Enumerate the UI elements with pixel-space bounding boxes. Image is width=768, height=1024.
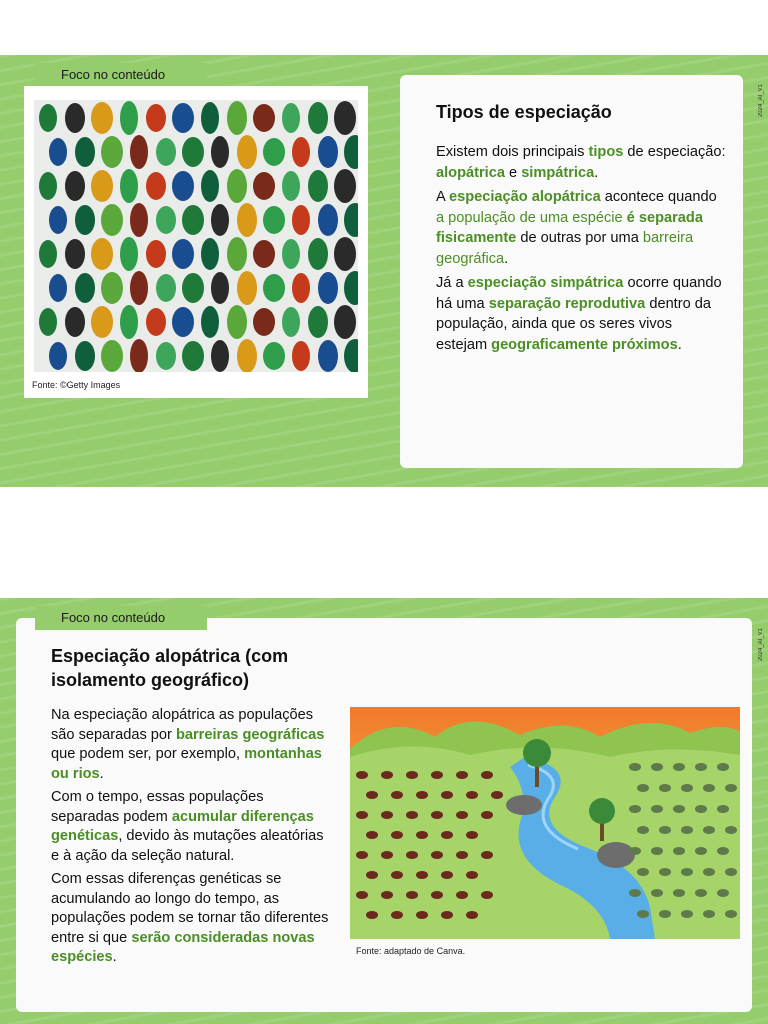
beetle (308, 170, 328, 202)
beetle (182, 273, 204, 303)
beetle (120, 237, 138, 271)
insect (725, 868, 737, 876)
beetle (120, 305, 138, 339)
insect (456, 811, 468, 819)
insect (356, 891, 368, 899)
insect (466, 871, 478, 879)
beetle (91, 170, 113, 202)
photo-caption: Fonte: ©Getty Images (32, 380, 121, 390)
insect (441, 791, 453, 799)
beetle (237, 339, 257, 372)
insect (466, 911, 478, 919)
beetle (146, 172, 166, 200)
insect (725, 910, 737, 918)
insect (695, 763, 707, 771)
beetle (282, 171, 300, 201)
insect (481, 811, 493, 819)
slide2-paragraph-1: Na especiação alopátrica as populações são separadas por barreiras geográficas que podem ser, por exemplo, montanhas ou rios. (51, 707, 325, 782)
beetle (182, 341, 204, 371)
beetle (130, 271, 148, 305)
insect (651, 889, 663, 897)
insect (717, 889, 729, 897)
insect (629, 847, 641, 855)
beetle (146, 308, 166, 336)
beetle (146, 104, 166, 132)
slide2-paragraph-3: Com essas diferenças genéticas se acumulando ao longo do tempo, as populações podem se tornar tão diferentes entre si que serão consideradas novas espécies. (51, 871, 329, 965)
slide1-side-code: 2024_AI_V1 (758, 84, 764, 118)
insect (366, 911, 378, 919)
beetle (65, 239, 85, 269)
insect (416, 831, 428, 839)
insect (703, 826, 715, 834)
insect (466, 831, 478, 839)
beetle (49, 138, 67, 166)
insect (629, 889, 641, 897)
beetle (91, 238, 113, 270)
beetle (182, 205, 204, 235)
beetle (39, 172, 57, 200)
insect (681, 910, 693, 918)
insect (466, 791, 478, 799)
insect (703, 868, 715, 876)
beetle (292, 137, 310, 167)
insect (406, 771, 418, 779)
beetle (308, 102, 328, 134)
insect (381, 811, 393, 819)
beetle (101, 204, 123, 236)
beetle (344, 339, 358, 372)
beetle (318, 340, 338, 372)
beetle (172, 239, 194, 269)
slide1-paragraph-3: Já a especiação simpátrica ocorre quando há uma separação reprodutiva dentro da população, ainda que os seres vivos estejam geograficamente próximos. (436, 275, 722, 353)
beetle (49, 274, 67, 302)
insect (659, 910, 671, 918)
insect (695, 847, 707, 855)
insect (637, 826, 649, 834)
insect (381, 851, 393, 859)
beetle (130, 203, 148, 237)
beetle (91, 102, 113, 134)
insect (725, 826, 737, 834)
insect (356, 851, 368, 859)
beetle (75, 137, 95, 167)
insect (456, 851, 468, 859)
beetle (308, 238, 328, 270)
insect (681, 868, 693, 876)
beetle (75, 341, 95, 371)
insect (637, 784, 649, 792)
insect (651, 763, 663, 771)
insect (659, 826, 671, 834)
beetle (120, 169, 138, 203)
beetle (120, 101, 138, 135)
beetle (211, 136, 229, 168)
insect (431, 891, 443, 899)
beetle (334, 305, 356, 339)
insect (391, 831, 403, 839)
beetle (253, 308, 275, 336)
slide2-card (16, 618, 752, 1012)
insect (629, 763, 641, 771)
beetle (156, 138, 176, 166)
beetle (130, 339, 148, 372)
beetle (227, 237, 247, 271)
insect (681, 826, 693, 834)
insect (381, 891, 393, 899)
insect (491, 791, 503, 799)
beetle (211, 340, 229, 372)
insect (406, 891, 418, 899)
insect (637, 868, 649, 876)
beetle (182, 137, 204, 167)
beetle (237, 135, 257, 169)
insect (441, 911, 453, 919)
insect (629, 805, 641, 813)
insect (703, 784, 715, 792)
slide2-paragraph-2: Com o tempo, essas populações separadas podem acumular diferenças genéticas, devido às mutações aleatórias e à ação da seleção natural. (51, 789, 324, 864)
beetle (65, 103, 85, 133)
slide1-title: Tipos de especiação (436, 102, 612, 122)
beetle (344, 203, 358, 237)
insect (391, 871, 403, 879)
beetle (49, 206, 67, 234)
beetle (263, 342, 285, 370)
insect (695, 805, 707, 813)
slide1-section-tag: Foco no conteúdo (35, 63, 207, 87)
insect (431, 771, 443, 779)
photo-card (24, 86, 368, 398)
insect (651, 847, 663, 855)
beetle (334, 101, 356, 135)
beetle (201, 102, 219, 134)
insect (416, 791, 428, 799)
slide2-title: Especiação alopátrica (com isolamento geográfico) (51, 646, 289, 690)
insect (416, 911, 428, 919)
insect (717, 847, 729, 855)
beetle (201, 170, 219, 202)
beetle (263, 138, 285, 166)
beetle (344, 271, 358, 305)
beetle (282, 103, 300, 133)
beetle (211, 272, 229, 304)
beetle (156, 342, 176, 370)
beetle (253, 104, 275, 132)
beetle (253, 240, 275, 268)
beetle (172, 103, 194, 133)
insect (725, 784, 737, 792)
slide2-side-code: 2024_AI_V1 (758, 628, 764, 662)
beetle (344, 135, 358, 169)
insect (416, 871, 428, 879)
insect (717, 805, 729, 813)
insect (441, 871, 453, 879)
beetle (334, 237, 356, 271)
beetle (75, 205, 95, 235)
beetle (101, 136, 123, 168)
beetle (49, 342, 67, 370)
insect (381, 771, 393, 779)
beetle (292, 205, 310, 235)
beetle (318, 204, 338, 236)
beetle (263, 274, 285, 302)
insect (441, 831, 453, 839)
allopatric-illustration (350, 707, 740, 939)
insect (673, 805, 685, 813)
beetles-photo (34, 100, 358, 372)
beetle (227, 305, 247, 339)
insect (681, 784, 693, 792)
insect (637, 910, 649, 918)
beetle (282, 307, 300, 337)
insect (481, 891, 493, 899)
beetle (39, 104, 57, 132)
insect (366, 831, 378, 839)
insect (481, 771, 493, 779)
insect (356, 771, 368, 779)
insect (366, 871, 378, 879)
insect (651, 805, 663, 813)
beetle (91, 306, 113, 338)
beetle (156, 206, 176, 234)
beetle (292, 273, 310, 303)
beetle (75, 273, 95, 303)
insect (366, 791, 378, 799)
slide1-paragraph-1: Existem dois principais tipos de especiação: alopátrica e simpátrica. (436, 144, 726, 181)
insect (391, 911, 403, 919)
slide1-text-card (400, 75, 743, 468)
beetle (39, 308, 57, 336)
beetle (201, 306, 219, 338)
beetle (227, 101, 247, 135)
insect (673, 889, 685, 897)
beetle (308, 306, 328, 338)
insect (406, 851, 418, 859)
beetle (237, 203, 257, 237)
beetle (39, 240, 57, 268)
beetle (282, 239, 300, 269)
beetle (211, 204, 229, 236)
illustration-caption: Fonte: adaptado de Canva. (356, 946, 466, 956)
beetle (65, 171, 85, 201)
insect (456, 891, 468, 899)
insect (481, 851, 493, 859)
beetle (172, 171, 194, 201)
beetle (130, 135, 148, 169)
beetle (334, 169, 356, 203)
insect (456, 771, 468, 779)
beetle (101, 340, 123, 372)
insect (695, 889, 707, 897)
beetle (237, 271, 257, 305)
slide1-paragraph-2: A especiação alopátrica acontece quando a população de uma espécie é separada fisicamente de outras por uma barreira geográfica. (436, 189, 717, 267)
beetle (201, 238, 219, 270)
insect (356, 811, 368, 819)
beetle (292, 341, 310, 371)
beetle (253, 172, 275, 200)
beetle (172, 307, 194, 337)
insect (717, 763, 729, 771)
slide2-section-tag: Foco no conteúdo (35, 606, 207, 630)
insect (431, 851, 443, 859)
insect (391, 791, 403, 799)
insect (673, 847, 685, 855)
insect (659, 868, 671, 876)
insect (659, 784, 671, 792)
insect (431, 811, 443, 819)
beetle (318, 272, 338, 304)
beetle (318, 136, 338, 168)
insect (406, 811, 418, 819)
beetle (65, 307, 85, 337)
beetle (156, 274, 176, 302)
beetle (227, 169, 247, 203)
insect (673, 763, 685, 771)
beetle (101, 272, 123, 304)
beetle (146, 240, 166, 268)
insect (703, 910, 715, 918)
beetle (263, 206, 285, 234)
